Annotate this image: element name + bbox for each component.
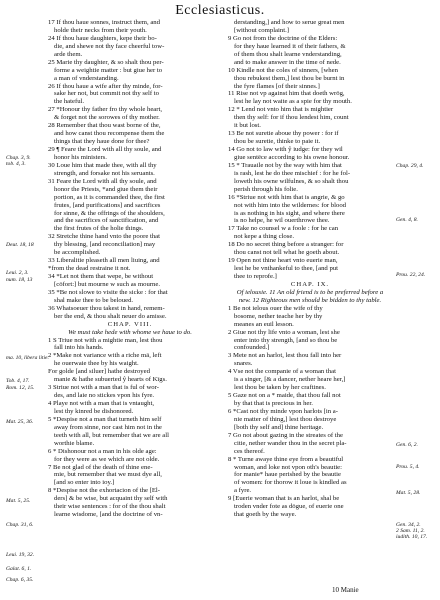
right-column-line: the fyre flames [of their sinnes.] xyxy=(234,82,320,90)
left-column-line: 5 *Despise not a man that turneth him self xyxy=(48,415,162,423)
right-column-line: nie matter of thing,] lest thou destroye xyxy=(234,415,337,423)
left-column-line: 33 Liberalitie pleaseth all men liuing, and xyxy=(48,257,160,265)
left-column-line: shal make thee to be beloued. xyxy=(54,296,134,304)
left-margin-note: Galat. 6, 1. xyxy=(6,566,32,572)
right-column-line: 16 *Striue not with him that is angrie, & go xyxy=(228,193,345,201)
right-column-line: meanes an euil lesson. xyxy=(234,320,294,328)
left-margin-note: num. 18, 13 xyxy=(6,277,33,283)
right-column-line: lest he lay not waite as a spie for thy mouth. xyxy=(234,98,352,106)
left-column-line: and the sacrifices of sanctification, and xyxy=(54,217,159,225)
left-column-line: sake her not, but commit not thy self to xyxy=(54,90,159,98)
left-column-line: teeth with all, but remember that we are all xyxy=(54,431,169,439)
right-margin-note: Chap. 29, 4. xyxy=(396,163,424,169)
left-margin-note: Tob. 4, 17. xyxy=(6,378,30,384)
right-column xyxy=(228,19,392,519)
left-margin-note: Rom. 12, 15. xyxy=(6,385,35,391)
right-margin-note: Gen. 4, 8. xyxy=(396,217,418,223)
catchword: 10 Manie xyxy=(332,586,359,594)
left-column-line: die, and shewe not thy face cheerful tow- xyxy=(54,42,165,50)
right-column-line: derstanding,] and how to serue great men xyxy=(234,19,345,26)
right-column-line: citie, nether wander thou in the secret pla- xyxy=(234,439,347,447)
left-column-line: strength, and forsake not his seruants. xyxy=(54,169,155,177)
left-column-line: frutes, [and purifications] and sacrifices xyxy=(54,201,161,209)
left-column-line: We must take hede with whome we haue to do. xyxy=(68,328,192,336)
left-column-line: 27 *Honour thy father fro thy whole heart, xyxy=(48,106,163,114)
right-column-line: 4 Vse not the companie of a woman that xyxy=(228,368,336,376)
right-column-line: that goeth by the waye. xyxy=(234,511,297,519)
right-column-line: perish through his folie. xyxy=(234,185,298,193)
right-column-line: woman, and loke not vpon oth's beautie: xyxy=(234,463,342,471)
right-margin-note: Gen. 34, 2. xyxy=(396,522,421,528)
left-column-line: 7 Be not glad of the death of thine ene- xyxy=(48,463,153,471)
left-column-line: 26 If thou haue a wife after thy minde, for- xyxy=(48,82,163,90)
right-column-line: Of ielousie. 11 An old friend is to be preferred before a xyxy=(236,288,384,296)
left-column-line: 8 *Despise not the exhortacion of the [El- xyxy=(48,487,160,495)
right-column-line: 2 Giue not thy life vnto a woman, lest she xyxy=(228,328,340,336)
left-column-line: *from the dead restraine it not. xyxy=(48,265,131,273)
left-column-line: the hateful. xyxy=(54,98,85,106)
left-column-line: 36 Whatsoeuer thou takest in hand, remem- xyxy=(48,304,165,312)
right-column-line: loweth his owne wilfulnes, & so shalt thou xyxy=(234,177,349,185)
left-column-line: and how canst thou recompense them the xyxy=(54,130,165,138)
left-column-line: 30 Loue him that made thee, with all thy xyxy=(48,161,157,169)
right-column-line: confounded.] xyxy=(234,344,270,352)
left-column-line: honor his ministers. xyxy=(54,153,107,161)
left-column-line: 35 *Be not slowe to visite the sicke : for that xyxy=(48,288,168,296)
left-column-line: ber the end, & thou shalt neuer do amisse. xyxy=(54,312,167,320)
left-column-line: he ouerwaie thee by his waight. xyxy=(54,360,139,368)
left-margin-note: Mat. 25, 36. xyxy=(6,419,34,425)
left-column-line: & forget not the sorowes of thy mother. xyxy=(54,114,160,122)
left-column-line: things that they haue done for thee? xyxy=(54,138,150,146)
right-column-line: by that that is precious in her. xyxy=(234,400,313,407)
right-column-line: bosome, nether teache her by thy xyxy=(234,312,323,320)
right-column-line: 15 * Trauaile not by the way with him that xyxy=(228,161,342,169)
left-column-line: des, and laie no stickes vpon his fyre. xyxy=(54,392,155,400)
running-header: Ecclesiasticus. xyxy=(175,3,265,18)
left-margin-note: Leui. 2, 3. xyxy=(6,270,29,276)
left-margin-note: Chap. 6, 35. xyxy=(6,577,34,583)
left-column-line: fall into his hands. xyxy=(54,344,104,352)
right-column-line: troden vnder fote as dōgue, of euerie one xyxy=(234,503,344,511)
left-column-line: lest thy kinred be dishonored. xyxy=(54,407,134,415)
right-column-line: and to make answer in the time of nede. xyxy=(234,58,341,66)
left-margin-note: Deut. 18, 18 xyxy=(6,242,34,248)
right-margin-note: iudith. 10, 17. xyxy=(396,534,428,540)
right-column-line: 13 Be not suretie aboue thy power : for if xyxy=(228,130,339,138)
left-column-line: 4 Playe not with a man that is vntaught, xyxy=(48,400,155,407)
right-margin-note: Mat. 5, 28. xyxy=(396,490,421,496)
right-column-line: lest he be vnthankeful to thee, [and put xyxy=(234,265,338,273)
right-column-line: for manie* haue perished by the beautie xyxy=(234,471,341,479)
right-column-line: is a singer, [& a dancer, nether heare her,] xyxy=(234,376,346,384)
left-column-line: manie & hathe subuerted ŷ hearts of Kīgs. xyxy=(54,376,167,384)
left-column-line: honor the Priests, *and giue them their xyxy=(54,185,158,193)
left-column-line: the first frutes of the holie things. xyxy=(54,225,144,233)
right-column-line: 18 Do no secret thing before a stranger: for xyxy=(228,241,344,249)
left-margin-note: Chap. 3, 9. xyxy=(6,155,31,161)
left-margin-note: ma. 10, libera litie. xyxy=(6,355,49,361)
right-margin-note: Gen. 6, 2. xyxy=(396,442,418,448)
left-column-line: 3 Striue not with a man that is ful of wor- xyxy=(48,384,159,392)
right-column-line: then thy self: for if thou lendest him, count xyxy=(234,114,349,122)
right-column-line: is no helpe, he wil ouerthrowe thee. xyxy=(234,217,330,225)
right-column-line: it but lost. xyxy=(234,122,261,130)
right-column-line: thou canst not tell what he goeth about. xyxy=(234,249,340,257)
right-column-line: 5 Gaze not on a * maide, that thou fall not xyxy=(228,392,341,400)
left-column-line: 25 Marie thy daughter, & so shalt thou per- xyxy=(48,58,164,66)
right-column-line: 17 Take no counsel w a foole : for he can xyxy=(228,225,339,233)
right-column-line: 9 Go not from the doctrine of the Elders: xyxy=(228,34,338,42)
right-column-line: lest thou be taken by her craftines. xyxy=(234,384,326,392)
right-column-line: 7 Go not about gazing in the streates of the xyxy=(228,431,343,439)
left-column-line: 24 If thou haue daughters, kepe their bo- xyxy=(48,34,157,42)
right-column-line: for they haue learned it of their fathers, & xyxy=(234,42,346,50)
left-column-line: their wise sentences : for of the thou shalt xyxy=(54,503,166,511)
right-column-line: 19 Open not thine heart vnto euerie man, xyxy=(228,257,338,265)
left-column-line: away from sinne, nor cast him not in the xyxy=(54,423,162,431)
left-column-line: a man of vnderstanding. xyxy=(54,74,119,82)
right-column-line: 10 Kindle not the coles of sinners, [when xyxy=(228,66,338,74)
right-column-line: snares. xyxy=(234,360,253,368)
left-margin-note: tob. 4, 3. xyxy=(6,161,26,167)
right-column-line: of women: for thorow it loue is kindled as xyxy=(234,479,347,487)
left-column-line: 32 Stretche thine hand vnto the poore that xyxy=(48,233,160,241)
left-column-line: 1 S Triue not with a mightie man, lest thou xyxy=(48,336,163,344)
right-column-line: not kepe a thing close. xyxy=(234,233,294,241)
left-column-line: 17 If thou haue sonnes, instruct them, and xyxy=(48,19,160,26)
right-column-line: enter into thy strength, [and so thou be xyxy=(234,336,338,344)
left-column-line: arde them. xyxy=(54,50,83,58)
right-column-line: giue sentēce according to his owne honour. xyxy=(234,153,350,161)
left-column-line: thy blessing, [and reconciliation] may xyxy=(54,241,156,249)
left-column-line: forme a weightie matter : but giue her to xyxy=(54,66,163,74)
right-column-line: thou be suretie, thinke to paie it. xyxy=(234,138,321,146)
right-column-line: a fyre. xyxy=(234,487,252,495)
left-margin-note: Mat. 5, 25. xyxy=(6,498,31,504)
right-column-line: new. 12 Righteous men should be bidden to thy table. xyxy=(238,296,382,304)
right-column-line: not with him into the wildernes: for blood xyxy=(234,201,347,209)
left-column-line: holde their necks from their youth. xyxy=(54,26,147,34)
right-column-line: is as nothing in his sight, and where there xyxy=(234,209,345,217)
right-column-line: CHAP. IX. xyxy=(290,280,330,288)
right-margin-note: 2 Sam. 11, 2. xyxy=(396,528,425,534)
left-column-line: 34 *Let not them that wepe, be without xyxy=(48,273,154,280)
left-column xyxy=(48,19,212,519)
left-column-line: worthie blame. xyxy=(54,439,95,447)
left-column-line: for sinne, & the offrings of the shoulders, xyxy=(54,209,165,217)
right-column-line: 11 Rise not vp against him that doeth wrōg, xyxy=(228,90,345,98)
right-margin-note: Prou. 22, 24. xyxy=(396,272,426,278)
right-column-line: thou rebukest them,] lest thou be burnt in xyxy=(234,74,345,82)
left-column-line: mie, but remember that we must dye all, xyxy=(54,471,162,479)
right-column-line: [both thy self and] thine heritage. xyxy=(234,423,324,431)
right-column-line: 8 * Turne awaye thine eye from a beautiful xyxy=(228,455,344,463)
left-column-line: be accomplished. xyxy=(54,249,101,257)
right-column-line: ces thereof. xyxy=(234,447,265,455)
right-column-line: thee to reprofe.] xyxy=(234,273,277,280)
right-column-line: 1 Be not ielous ouer the wife of thy xyxy=(228,304,323,312)
left-column-line: 29 ¶ Feare the Lord with all thy soule, and xyxy=(48,146,162,153)
left-column-line: 2 *Make not variance with a riche mā, left xyxy=(48,352,162,360)
left-column-line: 31 Feare the Lord with all thy soule, and xyxy=(48,177,157,185)
right-margin-note: Prou. 5, 4. xyxy=(396,464,420,470)
left-margin-note: Leui. 19, 32. xyxy=(6,552,35,558)
left-column-line: ders] & be wise, but acquaint thy self with xyxy=(54,495,168,503)
left-column-line: [cōfort:] but mourne w such as mourne. xyxy=(54,280,161,288)
right-column-line: 9 [Euerie woman that is an harlot, shal be xyxy=(228,495,340,503)
right-column-line: 6 *Cast not thy minde vpon harlots [in a- xyxy=(228,407,338,415)
left-margin-note: Chap. 31, 6. xyxy=(6,522,34,528)
right-column-line: 3 Mete not an harlot, lest thou fall into her xyxy=(228,352,342,360)
left-column-line: For golde [and siluer] hathe destroyed xyxy=(48,368,150,376)
right-column-line: of them thou shalt learne vnderstanding, xyxy=(234,50,342,58)
left-column-line: for they were as we which are not olde. xyxy=(54,455,160,463)
left-column-line: [and so enter into ioy.] xyxy=(54,479,115,487)
right-column-line: 12 * Lend not vnto him that is mightier xyxy=(228,106,334,114)
left-column-line: CHAP. VIII. xyxy=(107,320,153,328)
left-column-line: 28 Remember that thou wast borne of the, xyxy=(48,122,161,130)
right-column-line: 14 Go not to law with ŷ iudge: for they wil xyxy=(228,146,343,153)
left-column-line: 6 * Dishonour not a man in his olde age: xyxy=(48,447,157,455)
right-column-line: [without complaint.] xyxy=(234,26,289,34)
right-column-line: is rash, lest he do thee mischief : for he fol- xyxy=(234,169,351,177)
left-column-line: learne wisdome, [and the doctrine of vn- xyxy=(54,511,163,519)
left-column-line: portion, as it is commanded thee, the first xyxy=(54,193,165,201)
